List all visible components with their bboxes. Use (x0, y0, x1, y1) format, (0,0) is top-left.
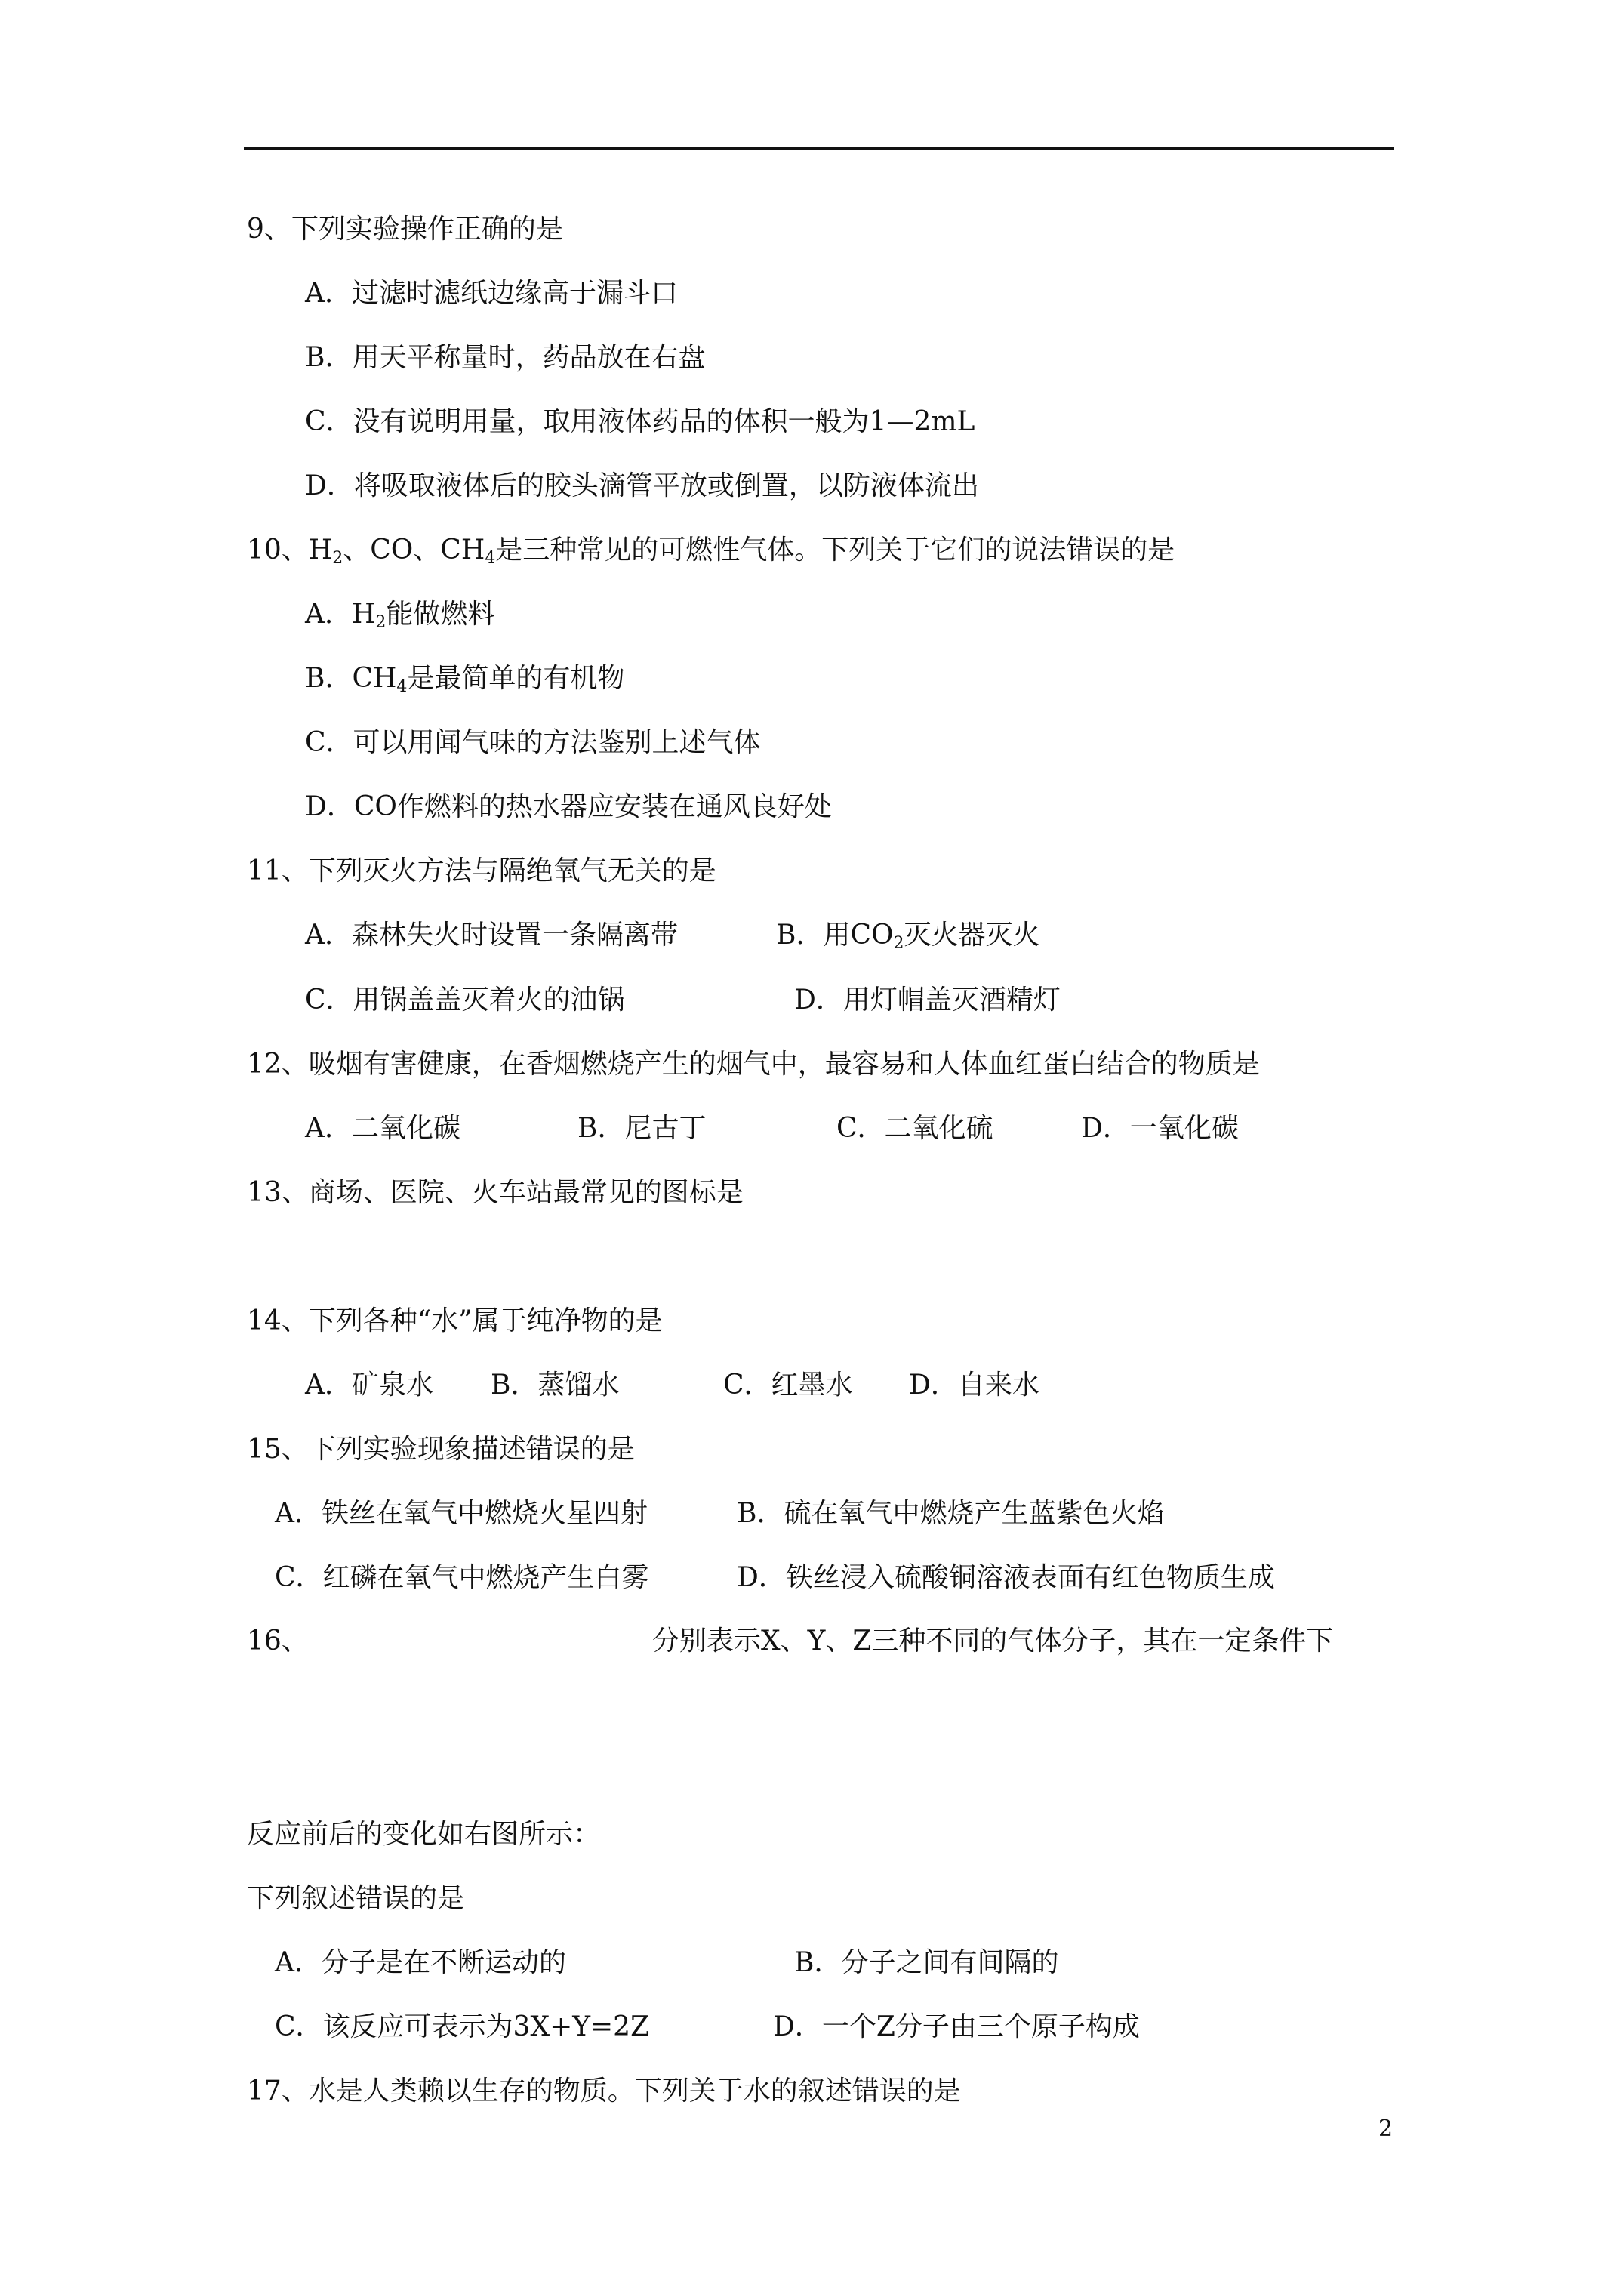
q10-subscript: 4 (485, 549, 496, 568)
q11-option-b-text: B．用CO (776, 920, 894, 951)
q10-option-b-subscript: 4 (396, 677, 408, 696)
q10-option-b-text: B．CH (305, 663, 397, 694)
q10-subscript: 2 (332, 549, 343, 568)
q9-option-b: B．用天平称量时，药品放在右盘 (305, 342, 706, 373)
q9-option-a: A．过滤时滤纸边缘高于漏斗口 (305, 278, 678, 309)
q12-option-c: C．二氧化硫 (836, 1113, 993, 1144)
q10-option-a-subscript: 2 (375, 613, 387, 632)
q13-stem: 13、商场、医院、火车站最常见的图标是 (247, 1177, 744, 1208)
q12-stem: 12、吸烟有害健康，在香烟燃烧产生的烟气中，最容易和人体血红蛋白结合的物质是 (247, 1049, 1260, 1080)
q16-stem: 分别表示X、Y、Z三种不同的气体分子，其在一定条件下 (652, 1626, 1334, 1657)
q15-option-a: A．铁丝在氧气中燃烧火星四射 (275, 1498, 648, 1529)
q12-option-b: B．尼古丁 (577, 1113, 707, 1144)
q10-option-b (305, 662, 624, 695)
q11-option-b-text: 灭火器灭火 (904, 920, 1040, 951)
header-rule (244, 147, 1394, 150)
q9-stem: 9、下列实验操作正确的是 (247, 214, 563, 245)
q10-option-a-text: A．H (305, 599, 376, 630)
q17-stem: 17、水是人类赖以生存的物质。下列关于水的叙述错误的是 (247, 2076, 961, 2106)
q16-line2: 反应前后的变化如右图所示： (247, 1819, 601, 1850)
q15-option-b: B．硫在氧气中燃烧产生蓝紫色火焰 (737, 1498, 1165, 1529)
q9-option-c: C．没有说明用量，取用液体药品的体积一般为1—2mL (305, 406, 975, 437)
q14-option-a: A．矿泉水 (305, 1370, 433, 1401)
q10-option-b-text: 是最简单的有机物 (407, 663, 625, 694)
page-number: 2 (1378, 2116, 1394, 2142)
q11-stem: 11、下列灭火方法与隔绝氧气无关的是 (247, 855, 716, 886)
q16-line3: 下列叙述错误的是 (247, 1883, 465, 1914)
q9-option-d: D．将吸取液体后的胶头滴管平放或倒置，以防液体流出 (305, 470, 979, 501)
q16-number: 16、 (247, 1626, 309, 1657)
q16-option-d: D．一个Z分子由三个原子构成 (773, 2011, 1140, 2042)
q10-stem-part: 10、H (247, 535, 333, 566)
q15-stem: 15、下列实验现象描述错误的是 (247, 1434, 635, 1465)
q15-option-d: D．铁丝浸入硫酸铜溶液表面有红色物质生成 (737, 1562, 1275, 1593)
q12-option-a: A．二氧化碳 (305, 1113, 460, 1144)
q10-option-c: C．可以用闻气味的方法鉴别上述气体 (305, 727, 761, 758)
q16-option-b: B．分子之间有间隔的 (794, 1947, 1059, 1978)
q10-stem-part: 、CO、CH (343, 535, 485, 566)
q14-stem: 14、下列各种“水”属于纯净物的是 (247, 1305, 663, 1336)
q14-option-d: D．自来水 (909, 1370, 1039, 1401)
q11-option-b-subscript: 2 (893, 934, 904, 953)
q16-option-a: A．分子是在不断运动的 (275, 1947, 566, 1978)
q15-option-c: C．红磷在氧气中燃烧产生白雾 (275, 1562, 649, 1593)
q14-option-c: C．红墨水 (723, 1370, 853, 1401)
q10-option-d: D．CO作燃料的热水器应安装在通风良好处 (305, 791, 832, 822)
q10-stem (247, 534, 1175, 567)
q16-option-c: C．该反应可表示为3X+Y=2Z (275, 2011, 650, 2042)
q11-option-b (776, 919, 1040, 952)
q11-option-c: C．用锅盖盖灭着火的油锅 (305, 985, 625, 1015)
q10-option-a-text: 能做燃料 (386, 599, 495, 630)
q14-option-b: B．蒸馏水 (491, 1370, 620, 1401)
q11-option-a: A．森林失火时设置一条隔离带 (305, 920, 678, 951)
q12-option-d: D．一氧化碳 (1081, 1113, 1239, 1144)
q10-stem-part: 是三种常见的可燃性气体。下列关于它们的说法错误的是 (495, 535, 1175, 566)
q11-option-d: D．用灯帽盖灭酒精灯 (794, 985, 1061, 1015)
q10-option-a (305, 598, 494, 631)
